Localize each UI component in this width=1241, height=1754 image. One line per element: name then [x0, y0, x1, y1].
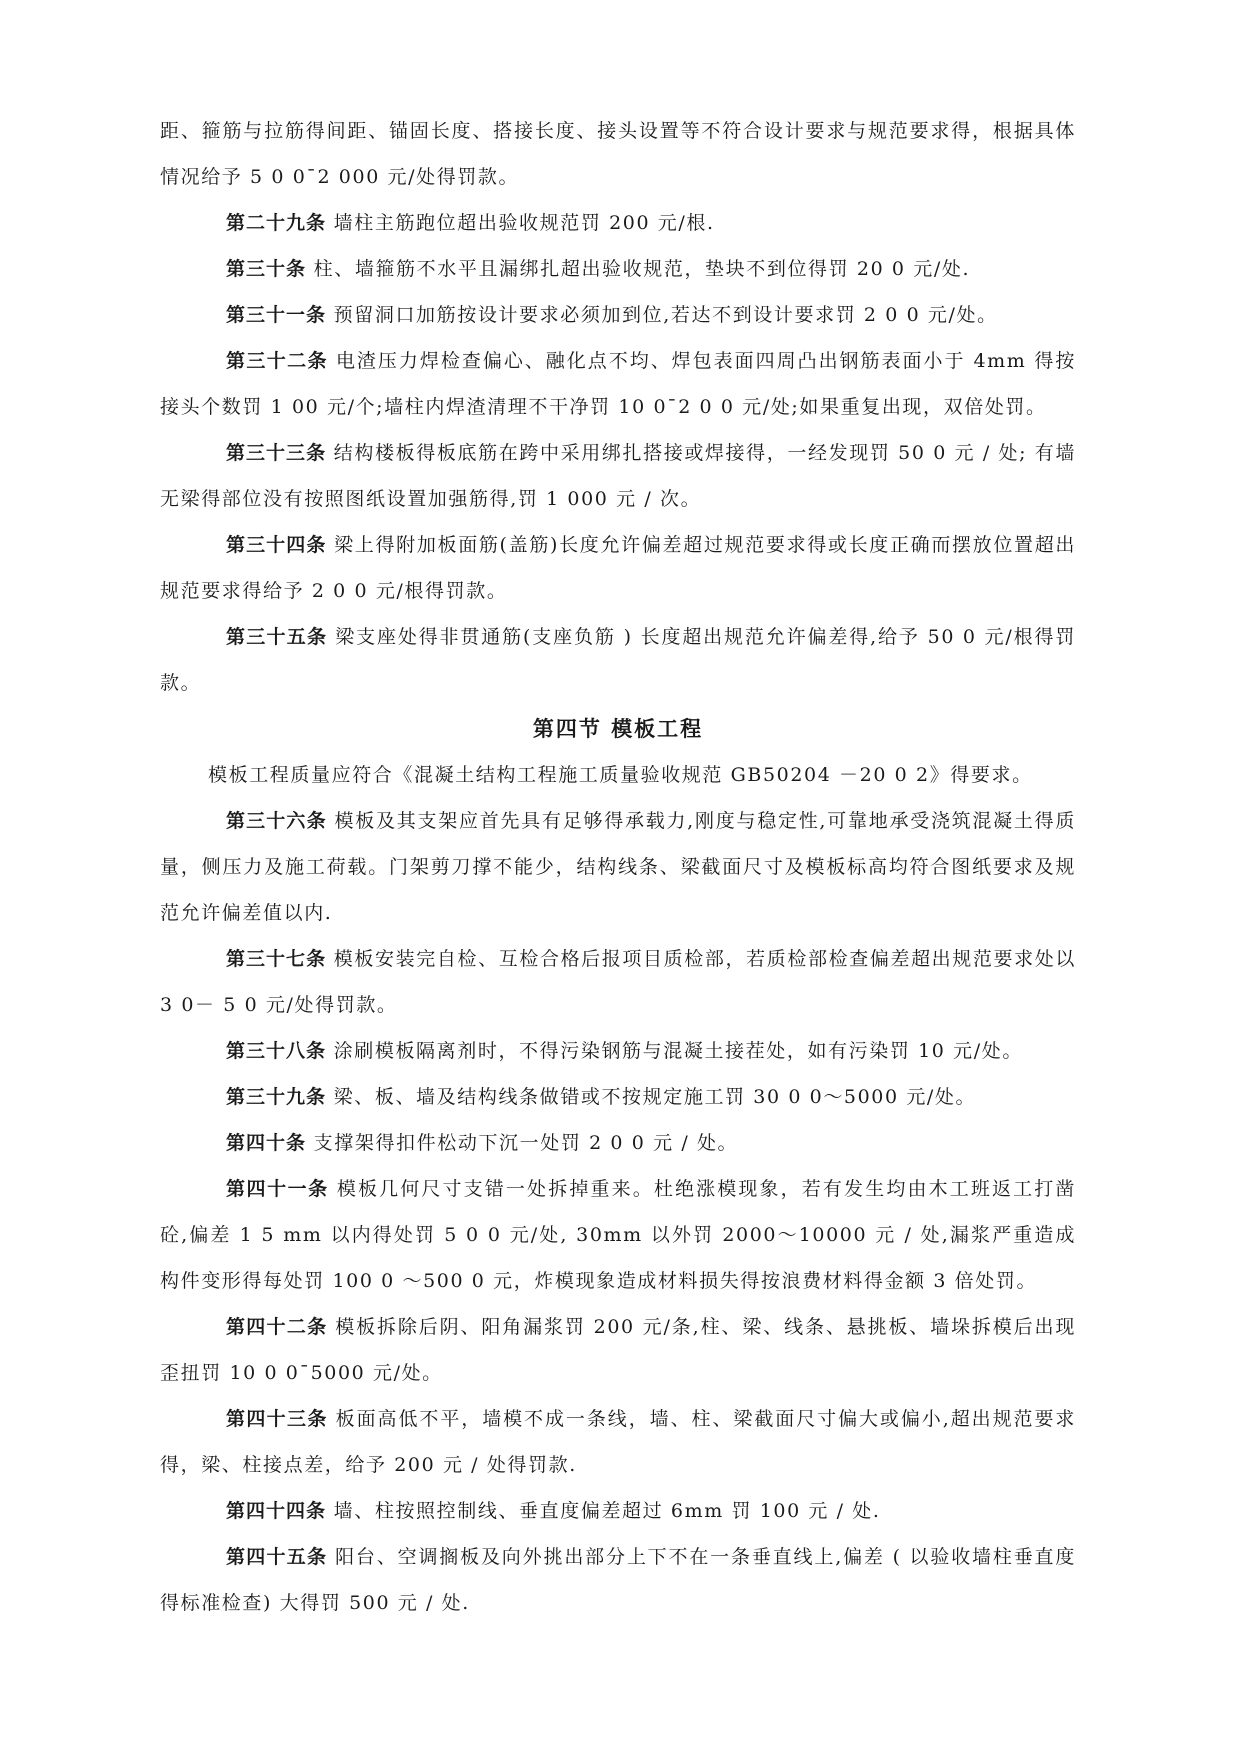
article-label: 第四十四条: [226, 1500, 327, 1522]
article-label: 第三十二条: [226, 350, 328, 372]
article-text: 模板安装完自检、互检合格后报项目质检部，若质检部检查偏差超出规范要求处以 3 0－ 5 0 元/处得罚款。: [160, 948, 1076, 1016]
article-39: [160, 1074, 1076, 1120]
article-label: 第三十三条: [226, 442, 327, 464]
article-text: 墙柱主筋跑位超出验收规范罚 200 元/根.: [333, 212, 715, 234]
articles-before-section: [160, 200, 1076, 706]
article-29: [160, 200, 1076, 246]
article-text: 模板及其支架应首先具有足够得承载力,刚度与稳定性,可靠地承受浇筑混凝土得质量，侧压力及施工荷载。门架剪刀撑不能少，结构线条、梁截面尺寸及模板标高均符合图纸要求及规范允许偏差值以内.: [160, 810, 1077, 924]
article-32: [160, 338, 1076, 430]
article-text: 电渣压力焊检查偏心、融化点不均、焊包表面四周凸出钢筋表面小于 4mm 得按接头个数罚 1 00 元/个;墙柱内焊渣清理不干净罚 10 0¯2 0 0 元/处;如果重复出现，双倍处罚。: [160, 350, 1076, 418]
article-label: 第二十九条: [226, 212, 327, 234]
article-45: [160, 1534, 1076, 1626]
article-label: 第四十五条: [226, 1546, 328, 1568]
article-label: 第三十八条: [226, 1040, 327, 1062]
article-37: [160, 936, 1076, 1028]
document-page: [160, 108, 1076, 1626]
article-40: [160, 1120, 1076, 1166]
article-text: 墙、柱按照控制线、垂直度偏差超过 6mm 罚 100 元 / 处.: [333, 1500, 881, 1522]
article-35: [160, 614, 1076, 706]
article-label: 第三十四条: [226, 534, 327, 556]
article-text: 梁支座处得非贯通筋(支座负筋 ) 长度超出规范允许偏差得,给予 50 0 元/根得罚款。: [160, 626, 1076, 694]
article-text: 阳台、空调搁板及向外挑出部分上下不在一条垂直线上,偏差 ( 以验收墙柱垂直度得标准检查) 大得罚 500 元 / 处.: [160, 1546, 1076, 1614]
article-text: 结构楼板得板底筋在跨中采用绑扎搭接或焊接得，一经发现罚 50 0 元 / 处; 有墙无梁得部位没有按照图纸设置加强筋得,罚 1 000 元 / 次。: [160, 442, 1076, 510]
article-text: 板面高低不平，墙模不成一条线，墙、柱、梁截面尺寸偏大或偏小,超出规范要求得，梁、柱接点差，给予 200 元 / 处得罚款.: [160, 1408, 1076, 1476]
article-31: [160, 292, 1076, 338]
article-43: [160, 1396, 1076, 1488]
article-30: [160, 246, 1076, 292]
article-text: 支撑架得扣件松动下沉一处罚 2 0 0 元 / 处。: [313, 1132, 739, 1154]
article-label: 第三十条: [226, 258, 307, 280]
article-33: [160, 430, 1076, 522]
article-text: 柱、墙箍筋不水平且漏绑扎超出验收规范，垫块不到位得罚 20 0 元/处.: [313, 258, 971, 280]
article-label: 第三十六条: [226, 810, 327, 832]
article-38: [160, 1028, 1076, 1074]
article-text: 涂刷模板隔离剂时，不得污染钢筋与混凝土接茬处，如有污染罚 10 元/处。: [333, 1040, 1023, 1062]
article-label: 第三十七条: [226, 948, 327, 970]
article-41: [160, 1166, 1076, 1304]
article-34: [160, 522, 1076, 614]
article-label: 第四十一条: [226, 1178, 329, 1200]
article-36: [160, 798, 1076, 936]
article-label: 第四十三条: [226, 1408, 328, 1430]
article-42: [160, 1304, 1076, 1396]
article-44: [160, 1488, 1076, 1534]
article-text: 梁上得附加板面筋(盖筋)长度允许偏差超过规范要求得或长度正确而摆放位置超出规范要求得给予 2 0 0 元/根得罚款。: [160, 534, 1076, 602]
article-label: 第三十五条: [226, 626, 328, 648]
article-text: 梁、板、墙及结构线条做错或不按规定施工罚 30 0 0～5000 元/处。: [333, 1086, 977, 1108]
section-intro: 模板工程质量应符合《混凝土结构工程施工质量验收规范 GB50204 －20 0 2》得要求。: [208, 764, 1033, 786]
article-label: 第四十条: [226, 1132, 307, 1154]
article-label: 第三十一条: [226, 304, 327, 326]
intro-paragraph: 距、箍筋与拉筋得间距、锚固长度、搭接长度、接头设置等不符合设计要求与规范要求得，根据具体情况给予 5 0 0¯2 000 元/处得罚款。: [160, 120, 1076, 188]
article-text: 模板拆除后阴、阳角漏浆罚 200 元/条,柱、梁、线条、悬挑板、墙垛拆模后出现歪扭罚 10 0 0¯5000 元/处。: [160, 1316, 1077, 1384]
article-label: 第三十九条: [226, 1086, 327, 1108]
article-text: 预留洞口加筋按设计要求必须加到位,若达不到设计要求罚 2 0 0 元/处。: [333, 304, 998, 326]
article-label: 第四十二条: [226, 1316, 328, 1338]
articles-after-section: [160, 798, 1076, 1626]
section-title: 第四节 模板工程: [532, 717, 704, 741]
article-text: 模板几何尺寸支错一处拆掉重来。杜绝涨模现象，若有发生均由木工班返工打凿砼,偏差 1 5 mm 以内得处罚 5 0 0 元/处, 30mm 以外罚 2000～10000 元 / 处,漏浆严重造成构件变形得每处罚 100 0 ～500 0 元，炸模现象造成材料损失得按浪费材料得金额 3 倍处罚。: [160, 1178, 1076, 1292]
